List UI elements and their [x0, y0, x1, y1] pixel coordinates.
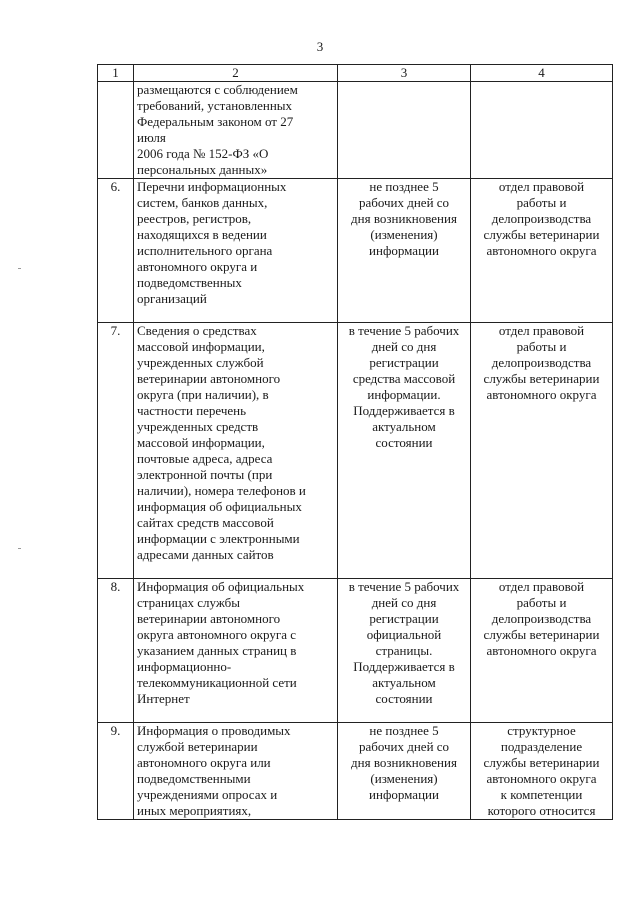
row-responsible-line: работы и — [516, 595, 567, 610]
row-description-line: 2006 года № 152-ФЗ «О — [137, 146, 269, 161]
row-description-line: Информация о проводимых — [137, 723, 291, 738]
row-responsible-line: работы и — [516, 339, 567, 354]
row-description-line: массовой информации, — [137, 435, 265, 450]
row-description-line: подведомственными — [137, 771, 251, 786]
row-deadline-line: (изменения) — [370, 227, 438, 242]
row-description-line: учрежденных средств — [137, 419, 259, 434]
row-number — [98, 82, 134, 179]
row-responsible-line: автономного округа — [486, 643, 597, 658]
row-description-line: информации с электронными — [137, 531, 300, 546]
row-description-line: иных мероприятиях, — [137, 803, 252, 818]
row-description-line: округа (при наличии), в — [137, 387, 269, 402]
row-responsible-line: работы и — [516, 195, 567, 210]
row-deadline-line: не позднее 5 — [369, 723, 439, 738]
row-description-line: систем, банков данных, — [137, 195, 268, 210]
row-description-line: страницах службы — [137, 595, 241, 610]
row-description-line: указанием данных страниц в — [137, 643, 297, 658]
row-responsible — [471, 579, 613, 723]
row-number: 7. — [98, 323, 134, 579]
row-responsible-line: службы ветеринарии — [483, 627, 600, 642]
row-deadline-line: рабочих дней со — [358, 739, 450, 754]
row-deadline-line: дней со дня — [371, 339, 437, 354]
row-description-line: наличии), номера телефонов и — [137, 483, 306, 498]
row-deadline-line: страницы. — [375, 643, 433, 658]
row-deadline-line: информации — [369, 787, 439, 802]
row-description-line: Перечни информационных — [137, 179, 287, 194]
row-deadline — [338, 579, 471, 723]
row-description-line: учреждениями опросах и — [137, 787, 278, 802]
margin-mark — [18, 548, 21, 549]
row-deadline-line: в течение 5 рабочих — [348, 579, 460, 594]
row-description-line: персональных данных» — [137, 162, 268, 177]
header-row — [98, 65, 613, 82]
row-responsible-line: делопроизводства — [491, 211, 592, 226]
row-deadline-line: (изменения) — [370, 771, 438, 786]
row-deadline-line: в течение 5 рабочих — [348, 323, 460, 338]
row-responsible-line: отдел правовой — [498, 179, 585, 194]
row-description — [134, 179, 338, 323]
row-number: 9. — [98, 723, 134, 820]
row-responsible-line: службы ветеринарии — [483, 227, 600, 242]
row-responsible-line: автономного округа — [486, 387, 597, 402]
row-responsible-line: автономного округа — [486, 771, 597, 786]
row-responsible — [471, 82, 613, 179]
row-deadline-line: регистрации — [369, 355, 439, 370]
row-description-line: автономного округа и — [137, 259, 258, 274]
row-description-line: реестров, регистров, — [137, 211, 252, 226]
row-responsible-line: подразделение — [500, 739, 583, 754]
row-deadline-line: дней со дня — [371, 595, 437, 610]
row-responsible-line: делопроизводства — [491, 355, 592, 370]
row-deadline — [338, 179, 471, 323]
row-deadline — [338, 323, 471, 579]
table-row — [98, 723, 613, 820]
row-responsible — [471, 323, 613, 579]
row-responsible-line: к компетенции — [500, 787, 583, 802]
row-description-line: Интернет — [137, 691, 190, 706]
margin-mark — [18, 268, 21, 269]
row-responsible-line: делопроизводства — [491, 611, 592, 626]
row-deadline-line: средства массовой — [352, 371, 456, 386]
row-description-line: округа автономного округа с — [137, 627, 297, 642]
row-deadline-line: официальной — [366, 627, 442, 642]
table-body — [98, 82, 613, 820]
row-responsible-line: отдел правовой — [498, 323, 585, 338]
row-deadline-line: регистрации — [369, 611, 439, 626]
row-description-line: информационно- — [137, 659, 232, 674]
row-description-line: ветеринарии автономного — [137, 371, 281, 386]
table-row — [98, 579, 613, 723]
row-responsible-line: автономного округа — [486, 243, 597, 258]
information-table — [97, 64, 613, 820]
row-responsible-line: службы ветеринарии — [483, 371, 600, 386]
row-deadline-line: Поддерживается в — [353, 659, 455, 674]
row-description — [134, 323, 338, 579]
header-col-3: 3 — [338, 65, 471, 82]
row-number: 6. — [98, 179, 134, 323]
row-deadline-line: актуальном — [372, 675, 436, 690]
row-deadline-line: дня возникновения — [351, 755, 457, 770]
header-col-4: 4 — [471, 65, 613, 82]
row-responsible — [471, 723, 613, 820]
row-description-line: июля — [137, 130, 166, 145]
row-description-line: службой ветеринарии — [137, 739, 258, 754]
row-deadline-line: не позднее 5 — [369, 179, 439, 194]
row-description-line: организаций — [137, 291, 207, 306]
header-col-2: 2 — [134, 65, 338, 82]
row-description-line: частности перечень — [137, 403, 247, 418]
row-description-line: Информация об официальных — [137, 579, 305, 594]
row-description-line: учрежденных службой — [137, 355, 264, 370]
row-deadline-line: информации. — [367, 387, 441, 402]
page-number: 3 — [316, 39, 324, 54]
row-description-line: размещаются с соблюдением — [137, 82, 298, 97]
row-description — [134, 723, 338, 820]
row-description-line: телекоммуникационной сети — [137, 675, 297, 690]
row-responsible — [471, 179, 613, 323]
row-description-line: находящихся в ведении — [137, 227, 267, 242]
row-description — [134, 579, 338, 723]
row-description-line: адресами данных сайтов — [137, 547, 274, 562]
row-responsible-line: службы ветеринарии — [483, 755, 600, 770]
row-deadline-line: актуальном — [372, 419, 436, 434]
row-description-line: автономного округа или — [137, 755, 271, 770]
row-description-line: информация об официальных — [137, 499, 302, 514]
header-col-1: 1 — [98, 65, 134, 82]
table-row — [98, 323, 613, 579]
row-number: 8. — [98, 579, 134, 723]
table-row — [98, 82, 613, 179]
row-deadline-line: информации — [369, 243, 439, 258]
row-deadline-line: состоянии — [375, 435, 433, 450]
row-description-line: требований, установленных — [137, 98, 293, 113]
row-description-line: Сведения о средствах — [137, 323, 257, 338]
row-responsible-line: которого относится — [487, 803, 596, 818]
row-deadline-line: состоянии — [375, 691, 433, 706]
row-description-line: исполнительного органа — [137, 243, 273, 258]
table-row — [98, 179, 613, 323]
row-description-line: ветеринарии автономного — [137, 611, 281, 626]
row-responsible-line: структурное — [507, 723, 576, 738]
row-description-line: массовой информации, — [137, 339, 265, 354]
row-deadline-line: Поддерживается в — [353, 403, 455, 418]
row-description-line: электронной почты (при — [137, 467, 273, 482]
row-deadline-line: дня возникновения — [351, 211, 457, 226]
row-deadline — [338, 723, 471, 820]
row-description-line: подведомственных — [137, 275, 242, 290]
row-deadline — [338, 82, 471, 179]
table-header — [98, 65, 613, 82]
row-description-line: почтовые адреса, адреса — [137, 451, 273, 466]
row-responsible-line: отдел правовой — [498, 579, 585, 594]
row-deadline-line: рабочих дней со — [358, 195, 450, 210]
row-description-line: сайтах средств массовой — [137, 515, 274, 530]
row-description-line: Федеральным законом от 27 — [137, 114, 294, 129]
row-description — [134, 82, 338, 179]
